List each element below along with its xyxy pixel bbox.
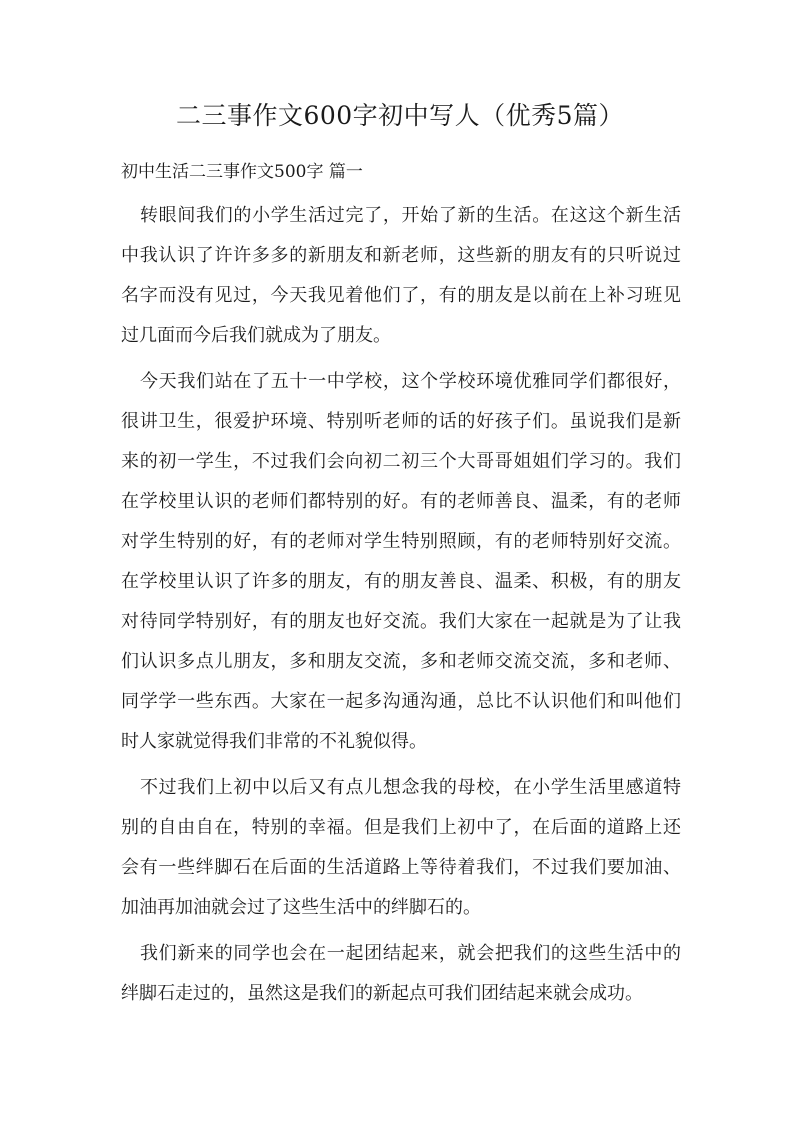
- body-line: 在学校里认识了许多的朋友，有的朋友善良、温柔、积极，有的朋友: [121, 571, 681, 592]
- section-heading: 初中生活二三事作文500字 篇一: [121, 162, 363, 182]
- body-line: 来的初一学生，不过我们会向初二初三个大哥哥姐姐们学习的。我们: [121, 451, 681, 472]
- document-title: 二三事作文600字初中写人（优秀5篇）: [175, 101, 625, 130]
- body-line: 同学学一些东西。大家在一起多沟通沟通，总比不认识他们和叫他们: [121, 691, 681, 712]
- body-line: 中我认识了许许多多的新朋友和新老师，这些新的朋友有的只听说过: [121, 245, 681, 266]
- body-line: 们认识多点儿朋友，多和朋友交流，多和老师交流交流，多和老师、: [121, 651, 681, 672]
- body-line: 转眼间我们的小学生活过完了，开始了新的生活。在这这个新生活: [140, 205, 681, 226]
- body-line: 加油再加油就会过了这些生活中的绊脚石的。: [121, 897, 481, 918]
- body-line: 很讲卫生，很爱护环境、特别听老师的话的好孩子们。虽说我们是新: [121, 411, 681, 432]
- body-line: 名字而没有见过，今天我见着他们了，有的朋友是以前在上补习班见: [121, 285, 681, 306]
- body-line: 在学校里认识的老师们都特别的好。有的老师善良、温柔，有的老师: [121, 491, 681, 512]
- body-line: 对待同学特别好，有的朋友也好交流。我们大家在一起就是为了让我: [121, 611, 681, 632]
- body-line: 会有一些绊脚石在后面的生活道路上等待着我们，不过我们要加油、: [121, 857, 681, 878]
- body-line: 对学生特别的好，有的老师对学生特别照顾，有的老师特别好交流。: [121, 531, 681, 552]
- body-line: 时人家就觉得我们非常的不礼貌似得。: [121, 731, 427, 752]
- body-line: 我们新来的同学也会在一起团结起来，就会把我们的这些生活中的: [140, 943, 681, 964]
- body-line: 今天我们站在了五十一中学校，这个学校环境优雅同学们都很好，: [140, 371, 681, 392]
- body-line: 过几面而今后我们就成为了朋友。: [121, 325, 391, 346]
- body-line: 绊脚石走过的，虽然这是我们的新起点可我们团结起来就会成功。: [121, 983, 643, 1004]
- body-line: 别的自由自在，特别的幸福。但是我们上初中了，在后面的道路上还: [121, 817, 681, 838]
- body-line: 不过我们上初中以后又有点儿想念我的母校，在小学生活里感道特: [140, 777, 681, 798]
